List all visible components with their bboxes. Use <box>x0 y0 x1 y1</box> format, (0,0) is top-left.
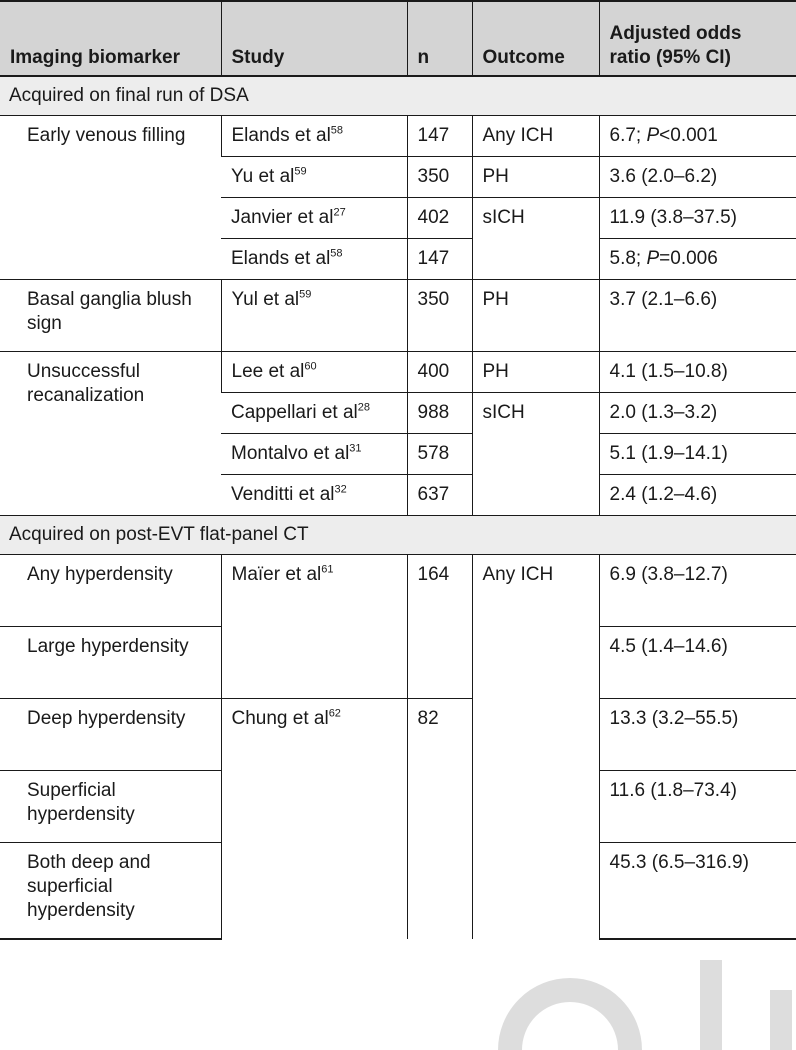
reference-number: 61 <box>321 563 334 576</box>
study-cell: Yul et $al^{59}$ <box>221 280 407 352</box>
study-cell: Cappellari et $al^{28}$ <box>221 393 407 434</box>
study-cell: Venditti et $al^{32}$ <box>221 475 407 516</box>
biomarker-cell: Superficial hyperdensity <box>0 771 221 843</box>
study-cell: Janvier et $al^{27}$ <box>221 198 407 239</box>
study-cell: Chung et $al^{62}$ <box>221 699 407 939</box>
odds-ratio-cell: 11.9 (3.8–37.5) <box>599 198 796 239</box>
table-row <box>0 699 796 771</box>
biomarker-cell: Basal ganglia blush sign <box>0 280 221 352</box>
n-cell: 400 <box>407 352 472 393</box>
n-cell: 82 <box>407 699 472 939</box>
odds-ratio-cell: 4.1 (1.5–10.8) <box>599 352 796 393</box>
reference-number: 59 <box>294 165 307 178</box>
reference-number: 58 <box>330 124 344 137</box>
odds-ratio-cell: 2.0 (1.3–3.2) <box>599 393 796 434</box>
n-cell: 578 <box>407 434 472 475</box>
table-row <box>0 352 796 393</box>
odds-ratio-cell: 11.6 (1.8–73.4) <box>599 771 796 843</box>
study-cell: Yu et $al^{59}$ <box>221 157 407 198</box>
table-row <box>0 116 796 157</box>
outcome-cell: PH <box>472 280 599 352</box>
outcome-cell: Any ICH <box>472 116 599 157</box>
reference-number: 62 <box>328 707 341 720</box>
section-row <box>0 76 796 116</box>
odds-ratio-cell: 3.7 (2.1–6.6) <box>599 280 796 352</box>
study-cell: Lee et $al^{60}$ <box>221 352 407 393</box>
odds-ratio-cell: 5.8; P=0.006 <box>599 239 796 280</box>
outcome-cell: sICH <box>472 198 599 280</box>
n-cell: 147 <box>407 239 472 280</box>
study-cell: Elands et $al^{58}$ <box>221 116 407 157</box>
outcome-cell: PH <box>472 352 599 393</box>
outcome-cell: Any ICH <box>472 555 599 939</box>
header-study: Study <box>221 1 407 76</box>
odds-ratio-cell: 2.4 (1.2–4.6) <box>599 475 796 516</box>
n-cell: 350 <box>407 280 472 352</box>
table-row <box>0 555 796 627</box>
biomarker-cell: Any hyperdensity <box>0 555 221 627</box>
header-n: n <box>407 1 472 76</box>
table-row <box>0 280 796 352</box>
header-outcome: Outcome <box>472 1 599 76</box>
outcome-cell: sICH <box>472 393 599 516</box>
reference-number: 28 <box>357 401 370 414</box>
reference-number: 31 <box>349 442 362 455</box>
biomarker-cell: Both deep and superficial hyperdensity <box>0 843 221 939</box>
header-adjusted-odds-ratio: Adjusted odds ratio (95% CI) <box>599 1 796 76</box>
outcome-cell: PH <box>472 157 599 198</box>
section-title: Acquired on final run of DSA <box>0 76 796 116</box>
n-cell: 350 <box>407 157 472 198</box>
section-row <box>0 516 796 555</box>
n-cell: 402 <box>407 198 472 239</box>
reference-number: 60 <box>304 360 317 373</box>
odds-ratio-cell: 45.3 (6.5–316.9) <box>599 843 796 939</box>
n-cell: 147 <box>407 116 472 157</box>
biomarker-cell: Unsuccessful recanalization <box>0 352 221 516</box>
section-title: Acquired on post-EVT flat-panel CT <box>0 516 796 555</box>
odds-ratio-cell: 5.1 (1.9–14.1) <box>599 434 796 475</box>
n-cell: 988 <box>407 393 472 434</box>
study-cell: Maïer et $al^{61}$ <box>221 555 407 699</box>
study-cell: Elands et $al^{58}$ <box>221 239 407 280</box>
n-cell: 164 <box>407 555 472 699</box>
header-biomarker: Imaging biomarker <box>0 1 221 76</box>
biomarker-cell: Early venous filling <box>0 116 221 280</box>
header-row <box>0 1 796 76</box>
odds-ratio-cell: 13.3 (3.2–55.5) <box>599 699 796 771</box>
odds-ratio-cell: 3.6 (2.0–6.2) <box>599 157 796 198</box>
reference-number: 32 <box>334 483 347 496</box>
odds-ratio-cell: 6.9 (3.8–12.7) <box>599 555 796 627</box>
odds-ratio-cell: 6.7; P<0.001 <box>599 116 796 157</box>
odds-ratio-cell: 4.5 (1.4–14.6) <box>599 627 796 699</box>
reference-number: 59 <box>299 288 312 301</box>
biomarker-cell: Large hyperdensity <box>0 627 221 699</box>
n-cell: 637 <box>407 475 472 516</box>
reference-number: 27 <box>333 206 346 219</box>
biomarker-cell: Deep hyperdensity <box>0 699 221 771</box>
reference-number: 58 <box>330 247 343 260</box>
study-cell: Montalvo et $al^{31}$ <box>221 434 407 475</box>
